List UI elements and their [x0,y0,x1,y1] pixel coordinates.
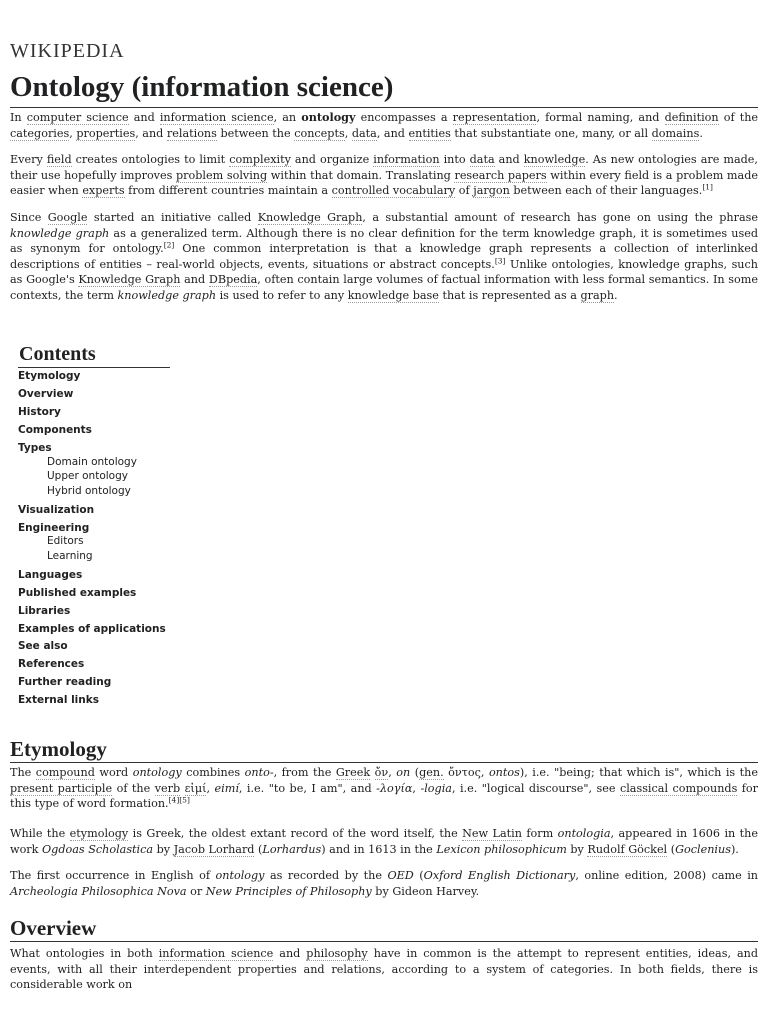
inline-link[interactable]: controlled vocabulary [331,184,456,197]
toc-item [18,656,170,674]
inline-link[interactable]: entities [408,126,451,140]
toc-item [18,674,170,692]
toc-link[interactable]: Etymology [18,370,81,382]
toc-item [18,368,170,386]
italic-term: New Principles of Philosophy [205,884,372,898]
inline-link[interactable]: knowledge [523,153,586,166]
citation [164,240,175,249]
inline-link[interactable]: DBpedia [208,273,258,286]
toc-link[interactable]: Further reading [18,676,112,689]
inline-link[interactable]: data [351,126,377,140]
etymology-paragraph-1: The compound word ontology combines onto-, from the Greek ὄν, on (gen. ὄντος, ontos), i.e. "being; that which is", which is the present participle of the verb εἰμί, eimí, i.e. "to be, I am", and -λογία, -logia, i.e. "logical discourse", see classical compounds for this type of word formation.[4][5] [10,766,758,810]
inline-link[interactable]: data [469,153,495,166]
citation [169,795,190,804]
toc-subitem [47,534,170,549]
toc-item [18,603,170,621]
toc-link[interactable]: Examples of applications [18,622,166,635]
toc-sublink[interactable]: Editors [47,535,84,548]
inline-link[interactable]: jargon [473,184,510,197]
inline-link[interactable]: graph [580,288,615,302]
inline-link[interactable]: Greek [335,766,371,779]
italic-term: Oxford English Dictionary [423,869,576,882]
toc-link[interactable]: History [18,405,61,418]
table-of-contents [18,342,170,710]
inline-link[interactable]: classical compounds [619,781,738,795]
inline-link[interactable]: properties [76,126,136,140]
italic-term: Goclenius [675,842,731,856]
toc-link[interactable]: Libraries [18,604,71,617]
toc-item [18,502,170,520]
inline-link[interactable]: etymology [69,827,129,840]
inline-link[interactable]: New Latin [462,827,522,840]
inline-link[interactable]: ὄν [374,766,389,779]
inline-link[interactable]: information science [159,111,274,124]
toc-item [18,386,170,404]
inline-link[interactable]: knowledge base [347,288,439,302]
toc-list [18,368,170,710]
italic-term: -logia [420,781,452,795]
page-title: Ontology (information science) [10,68,758,108]
italic-term: onto- [244,766,274,779]
toc-link[interactable]: Engineering [18,521,90,534]
toc-item [18,638,170,656]
section-heading-etymology: Etymology [10,736,758,763]
intro-paragraph-2: Every field creates ontologies to limit complexity and organize information into data and knowledge. As new ontologies are made, their use hopefully improves problem solving within that domain. Translating research papers within every field is a problem made easier when experts from different countries maintain a controlled vocabulary of jargon between each of their languages.[1] [10,153,758,197]
inline-link[interactable]: definition [664,111,719,124]
wikipedia-wordmark[interactable]: WIKIPEDIA [10,40,125,62]
toc-item [18,440,170,499]
toc-subitem [47,455,170,470]
toc-link[interactable]: Visualization [18,503,95,516]
italic-term: ontology [132,766,182,779]
citation-link[interactable]: [3] [494,255,506,265]
toc-sublink[interactable]: Hybrid ontology [47,484,131,497]
toc-link[interactable]: Types [18,441,52,454]
toc-item [18,621,170,639]
toc-link[interactable]: References [18,658,85,671]
inline-link[interactable]: gen. [419,766,444,779]
citation-link[interactable]: [4][5] [168,795,190,805]
italic-term: Archeologia Philosophica Nova [10,884,187,898]
overview-paragraph-1: What ontologies in both information science and philosophy have in common is the attempt to represent entities, ideas, and events, with all their interdependent properties and relations, according to a system of categories. In both fields, there is considerable work on [10,947,759,991]
toc-item [18,567,170,585]
italic-term: OED [387,869,414,882]
italic-term: knowledge graph [10,226,110,240]
inline-link[interactable]: Knowledge Graph [78,273,181,286]
italic-term: Ogdoas Scholastica [42,842,154,856]
inline-link[interactable]: verb [154,781,181,795]
toc-item [18,404,170,422]
citation [495,256,506,265]
italic-term: Lorhardus [262,842,322,856]
toc-link[interactable]: Languages [18,568,83,581]
inline-link[interactable]: problem solving [176,168,268,182]
citation-link[interactable]: [2] [163,240,175,250]
etymology-paragraph-3: The first occurrence in English of ontology as recorded by the OED (Oxford English Dictionary, online edition, 2008) came in Archeologia Philosophica Nova or New Principles of Philosophy by Gideon Harvey. [10,869,759,898]
italic-term: ontologia [557,827,611,840]
inline-link[interactable]: compound [35,766,95,779]
inline-link[interactable]: Rudolf Göckel [587,842,668,856]
citation-link[interactable]: [1] [702,182,713,192]
inline-link[interactable]: present participle [10,781,113,795]
inline-link[interactable]: research papers [454,168,547,182]
inline-link[interactable]: information [373,153,440,166]
toc-item [18,692,170,710]
inline-link[interactable]: concepts [294,126,345,140]
toc-subitem [47,549,170,564]
italic-term: Lexicon philosophicum [436,842,567,856]
toc-item [18,422,170,440]
toc-subitem [47,484,170,499]
italic-term: knowledge graph [117,288,217,302]
inline-link[interactable]: computer science [26,111,129,124]
italic-term: on [396,766,411,779]
intro-paragraph-3: Since Google started an initiative called Knowledge Graph, a substantial amount of research has gone on using the phrase knowledge graph as a generalized term. Although there is no clear definition for the term knowledge graph, it is sometimes used as synonym for ontology.[2] One common interpretation is that a knowledge graph represents a collection of interlinked descriptions of entities – real-world objects, events, situations or abstract concepts.[3] Unlike ontologies, knowledge graphs, such as Google's Knowledge Graph and DBpedia, often contain large volumes of factual information with less formal semantics. In some contexts, the term knowledge graph is used to refer to any knowledge base that is represented as a graph. [10,211,759,302]
inline-link[interactable]: field [46,153,72,166]
italic-term: ontos [488,766,520,779]
inline-link[interactable]: information science [158,947,274,960]
toc-sublink[interactable]: Domain ontology [47,455,137,468]
toc-title: Contents [18,342,170,368]
toc-sublist [47,455,170,499]
inline-link[interactable]: εἰμί [184,781,207,795]
italic-term: eimí [214,781,239,795]
citation [702,182,713,191]
toc-link[interactable]: See also [18,640,68,653]
intro-paragraph-1: In computer science and information science, an ontology encompasses a representation, formal naming, and definition of the categories, properties, and relations between the concepts, data, and entities that substantiate one, many, or all domains. [10,110,759,140]
bold-term: ontology [301,110,356,124]
inline-link[interactable]: categories [10,126,70,140]
inline-link[interactable]: experts [82,184,125,197]
toc-link[interactable]: Components [18,423,92,436]
inline-link[interactable]: domains [651,126,700,140]
inline-link[interactable]: relations [166,126,217,140]
inline-link[interactable]: complexity [229,153,291,166]
inline-link[interactable]: philosophy [306,947,368,960]
etymology-paragraph-2: While the etymology is Greek, the oldest extant record of the word itself, the New Latin form ontologia, appeared in 1606 in the work Ogdoas Scholastica by Jacob Lorhard (Lorhardus) and in 1613 in the Lexicon philosophicum by Rudolf Göckel (Goclenius). [10,827,758,856]
toc-item [18,520,170,564]
toc-link[interactable]: Overview [18,387,74,400]
toc-link[interactable]: External links [18,694,99,707]
inline-link[interactable]: Jacob Lorhard [173,842,255,856]
inline-link[interactable]: Knowledge Graph [257,211,363,224]
toc-item [18,585,170,603]
italic-term: ontology [215,869,265,882]
toc-link[interactable]: Published examples [18,586,137,599]
inline-link[interactable]: Google [47,211,88,224]
toc-sublink[interactable]: Upper ontology [47,470,128,483]
inline-link[interactable]: representation [452,111,537,124]
toc-sublink[interactable]: Learning [47,550,93,563]
section-heading-overview: Overview [10,915,758,942]
toc-subitem [47,469,170,484]
italic-term: -λογία [376,781,413,795]
toc-sublist [47,534,170,563]
